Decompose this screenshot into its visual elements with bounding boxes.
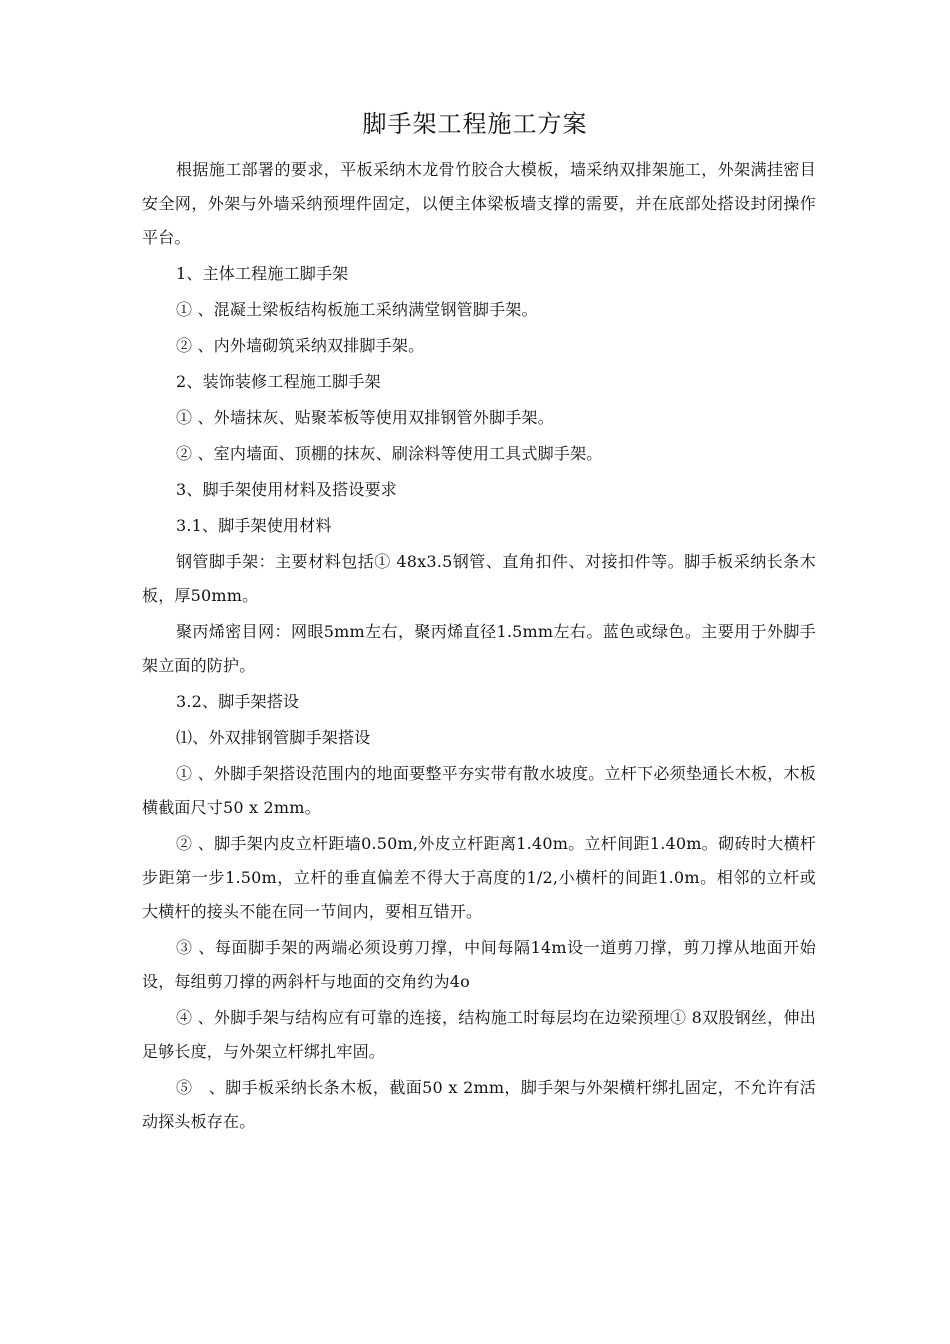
list-item: ② 、脚手架内皮立杆距墙0.50m,外皮立杆距离1.40m。立杆间距1.40m。砌砖时大横杆步距第一步1.50m，立杆的垂直偏差不得大于高度的1/2,小横杆的间距1.0m。相邻的立杆或大横杆的接头不能在同一节间内，要相互错开。 [142,834,816,921]
subsection-heading-3-2: 3.2、脚手架搭设 [176,692,300,711]
subsection-item-heading: ⑴、外双排钢管脚手架搭设 [176,728,371,747]
document-title: 脚手架工程施工方案 [362,110,588,138]
material-paragraph: 钢管脚手架：主要材料包括① 48x3.5钢管、直角扣件、对接扣件等。脚手板采纳长条木板，厚50mm。 [142,552,816,605]
list-item: ③ 、每面脚手架的两端必须设剪刀撑，中间每隔14m设一道剪刀撑，剪刀撑从地面开始设，每组剪刀撑的两斜杆与地面的交角约为4o [142,938,816,991]
subsection-heading-3-1: 3.1、脚手架使用材料 [176,516,332,535]
list-item: ④ 、外脚手架与结构应有可靠的连接，结构施工时每层均在边梁预埋① 8双股钢丝，伸出足够长度，与外架立杆绑扎牢固。 [142,1008,816,1061]
list-item: ⑤ 、脚手板采纳长条木板，截面50 x 2mm，脚手架与外架横杆绑扎固定，不允许有活动探头板存在。 [142,1078,816,1131]
list-item: ② 、内外墙砌筑采纳双排脚手架。 [176,336,425,355]
section-heading-1: 1、主体工程施工脚手架 [176,264,349,283]
intro-paragraph: 根据施工部署的要求，平板采纳木龙骨竹胶合大模板，墙采纳双排架施工，外架满挂密目安全网，外架与外墙采纳预埋件固定，以便主体梁板墙支撑的需要，并在底部处搭设封闭操作平台。 [142,160,816,247]
section-heading-3: 3、脚手架使用材料及搭设要求 [176,480,397,499]
material-paragraph: 聚丙烯密目网：网眼5mm左右，聚丙烯直径1.5mm左右。蓝色或绿色。主要用于外脚手架立面的防护。 [142,622,816,675]
document-body [142,153,816,1141]
section-heading-2: 2、装饰装修工程施工脚手架 [176,372,381,391]
list-item: ① 、混凝土梁板结构板施工采纳满堂钢管脚手架。 [176,300,538,319]
list-item: ② 、室内墙面、顶棚的抹灰、刷涂料等使用工具式脚手架。 [176,444,603,463]
list-item: ① 、外墙抹灰、贴聚苯板等使用双排钢管外脚手架。 [176,408,554,427]
list-item: ① 、外脚手架搭设范围内的地面要整平夯实带有散水坡度。立杆下必须垫通长木板，木板横截面尺寸50 x 2mm。 [142,764,816,817]
